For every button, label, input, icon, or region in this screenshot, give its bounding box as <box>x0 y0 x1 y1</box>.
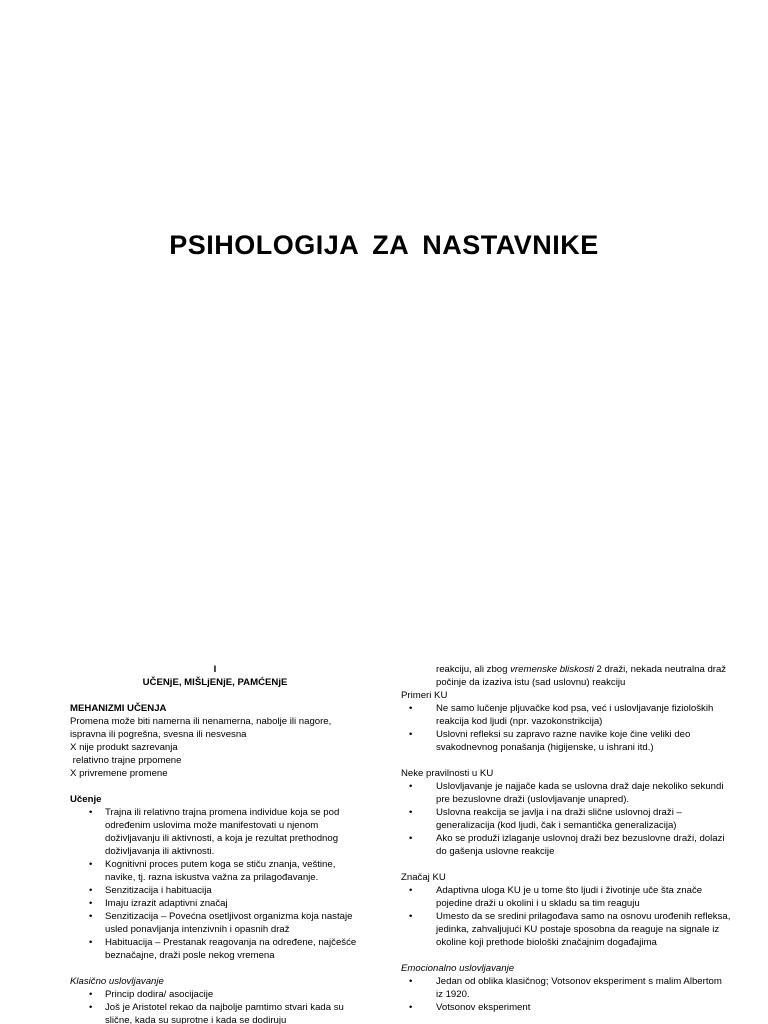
list-item: • Još je Aristotel rekao da najbolje pamtimo stvari kada su slične, kada su suprotne i kada se dodiruju <box>70 1001 360 1024</box>
list-item: • Adaptivna uloga KU je u tome što ljudi i životinje uče šta znače pojedine draži u okolini i u skladu sa tim reaguju <box>401 884 731 910</box>
list-item: • Uslovljavanje je najjače kada se uslovna draž daje nekoliko sekundi pre bezuslovne draži (uslovljavanje unapred). <box>401 780 731 806</box>
section-heading-pravilnosti: Neke pravilnosti u KU <box>401 768 494 779</box>
x-line: X nije produkt sazrevanja <box>70 742 178 753</box>
list-item: • Senzitizacija – Povećna osetljivost organizma koja nastaje usled ponavljanja intenzivnih i opasnih draž <box>70 910 360 936</box>
list-item: • Habituacija – Prestanak reagovanja na određene, najčešće beznačajne, draži posle nekog vremena <box>70 936 360 962</box>
list-item: • Uslovni refleksi su zapravo razne navike koje čine veliki deo svakodnevnog ponašanja (higijenske, u ishrani itd.) <box>401 728 731 754</box>
list-item: • Umesto da se sredini prilagođava samo na osnovu urođenih refleksa, jedinka, zahvaljujući KU postaje sposobna da reaguje na signale iz okoline koji prethode biološki značajnim događajima <box>401 910 731 949</box>
section-heading-klasicno: Klasično uslovljavanje <box>70 976 164 987</box>
list-item: • Kognitivni proces putem koga se stiču znanja, veštine, navike, tj. razna iskustva važna za prilagođavanje. <box>70 858 360 884</box>
primeri-list <box>401 702 731 754</box>
ucenje-list <box>70 806 360 962</box>
continued-text-italic: vremenske bliskosti <box>510 664 594 675</box>
continued-text-c: 2 draži, nekada neutralna draž počinje da izaziva istu (sad uslovnu) reakciju <box>436 664 727 688</box>
continued-text <box>401 663 731 689</box>
klasicno-list <box>70 988 360 1024</box>
x-line: relativno trajne prpomene <box>70 755 182 766</box>
section-heading-ucenje: Učenje <box>70 794 102 805</box>
continued-text-a: reakciju, ali zbog <box>436 664 511 675</box>
chapter-number: I <box>213 664 217 675</box>
x-line: X privremene promene <box>70 768 168 779</box>
znacaj-list <box>401 884 731 949</box>
list-item: • Princip dodira/ asocijacije <box>70 988 360 1001</box>
section-heading-mehanizmi: MEHANIZMI UČENJA <box>70 703 167 714</box>
list-item: • Ako se produži izlaganje uslovnoj draži bez bezuslovne draži, dolazi do gašenja uslovne reakcije <box>401 832 731 858</box>
list-item: • Votsonov eksperiment <box>401 1001 731 1014</box>
chapter-title: UČENjE, MIŠLjENjE, PAMĆENjE <box>142 677 288 688</box>
list-item: • Imaju izrazit adaptivni značaj <box>70 897 360 910</box>
left-column <box>70 663 360 1024</box>
list-item: • Uslovna reakcija se javlja i na draži slične uslovnoj draži – generalizacija (kod ljudi, čak i semantička generalizacija) <box>401 806 731 832</box>
right-column <box>401 663 731 1014</box>
section-heading-primeri: Primeri KU <box>401 690 448 701</box>
section-text-promena: Promena može biti namerna ili nenamerna, nabolje ili nagore, ispravna ili pogrešna, svesna ili nesvesna <box>70 716 332 740</box>
section-heading-znacaj: Značaj KU <box>401 872 446 883</box>
list-item: • Trajna ili relativno trajna promena individue koja se pod određenim uslovima može manifestovati u njenom doživljavanju ili aktivnosti, a koja je rezultat prethodnog doživljavanja ili aktivnosti. <box>70 806 360 858</box>
list-item: • Ne samo lučenje pljuvačke kod psa, već i uslovljavanje fizioloških reakcija kod ljudi (npr. vazokonstrikcija) <box>401 702 731 728</box>
pravilnosti-list <box>401 780 731 858</box>
section-heading-emocionalno: Emocionalno uslovljavanje <box>401 963 515 974</box>
emocionalno-list <box>401 975 731 1014</box>
list-item: • Senzitizacija i habituacija <box>70 884 360 897</box>
document-title: PSIHOLOGIJA ZA NASTAVNIKE <box>169 230 599 260</box>
list-item: • Jedan od oblika klasičnog; Votsonov eksperiment s malim Albertom iz 1920. <box>401 975 731 1001</box>
